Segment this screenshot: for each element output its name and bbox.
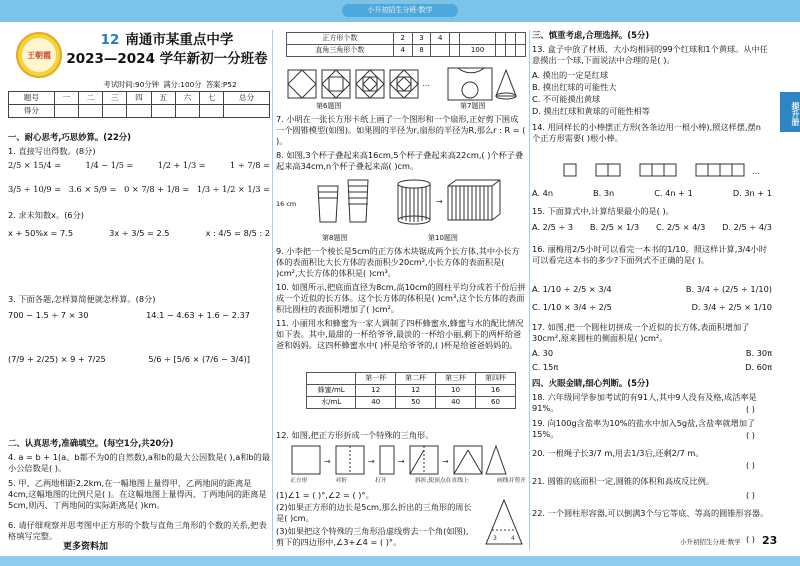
question-11: 11. 小丽用水和蜂蜜为一家人调制了四杯蜂蜜水,蜂蜜与水的配比情况如下表。其中,最甜的一杯给爷爷,最淡的一杯给小丽,剩下的两杯给爸爸和妈妈。这四杯蜂蜜水中( )杯是给爷爷的,( )杯是给爸爸妈妈的。 bbox=[276, 318, 524, 350]
page-number: 23 bbox=[762, 534, 778, 547]
pattern-table-cell: 3 bbox=[412, 33, 431, 45]
question-2: 2. 求未知数x。(6分) bbox=[8, 210, 84, 220]
calc-item: 3.6 × 5/9 = bbox=[68, 184, 117, 194]
q17-option-d[interactable]: D. 60π bbox=[745, 362, 772, 372]
fold-step-label: 斜折,使顶点在直线上 bbox=[414, 478, 469, 484]
honey-table-header-cell: 第一杯 bbox=[356, 373, 396, 385]
q14-option-c[interactable]: C. 4n + 1 bbox=[654, 188, 693, 198]
pattern-table-cell bbox=[459, 33, 495, 45]
question-21: 21. 圆锥的底面积一定,圆锥的体积和高成反比例。 bbox=[532, 476, 714, 486]
calc-item: 3/5 ÷ 10/9 = bbox=[8, 184, 62, 194]
question-3-row-1 bbox=[8, 310, 270, 321]
honey-table-cell: 12 bbox=[356, 385, 396, 397]
question-12-part-3: (3)如果把这个特殊的三角形沿虚线剪去一个角(如图),剪下的四边形中,∠3+∠4 = ( )°。 bbox=[276, 526, 469, 547]
score-header-cell: 二 bbox=[78, 92, 102, 105]
equation-item: 3x ÷ 3/5 = 2.5 bbox=[109, 228, 170, 238]
column-divider bbox=[529, 30, 530, 550]
q17-option-a[interactable]: A. 30 bbox=[532, 348, 554, 358]
q19-answer-paren[interactable]: ( ) bbox=[746, 430, 755, 440]
figure-6-squares bbox=[288, 66, 438, 102]
question-3: 3. 下面各题,怎样算简便就怎样算。(8分) bbox=[8, 294, 156, 304]
exam-title-block bbox=[64, 32, 270, 69]
pattern-table-cell bbox=[516, 33, 526, 45]
question-15: 15. 下面算式中,计算结果最小的是( )。 bbox=[532, 206, 674, 216]
side-tab[interactable]: 提升册 bbox=[780, 92, 800, 132]
section-3-heading: 三、慎重考虑,合理选择。(5分) bbox=[532, 30, 650, 40]
question-19: 19. 向100g含盐率为10%的盐水中加入5g盐,含盐率就增加了15%。 bbox=[532, 418, 756, 439]
score-cell bbox=[200, 105, 224, 118]
svg-text:→: → bbox=[368, 457, 375, 466]
score-cell bbox=[78, 105, 102, 118]
figure-6-caption: 第6题图 bbox=[316, 102, 342, 110]
score-header-cell: 七 bbox=[200, 92, 224, 105]
fold-step-label: 正方形 bbox=[290, 478, 308, 484]
column-divider bbox=[272, 30, 273, 550]
score-cell bbox=[54, 105, 78, 118]
svg-text:4: 4 bbox=[511, 535, 515, 542]
q14-option-d[interactable]: D. 3n + 1 bbox=[732, 188, 772, 198]
honey-table-water-row bbox=[307, 397, 516, 409]
question-10: 10. 如图所示,把底面直径为8cm,高10cm的圆柱平均分成若干份后拼成一个近似的长方体。这个长方体的体积是( )cm³,这个长方体的表面积比圆柱的表面积增加了( )cm²。 bbox=[276, 282, 526, 314]
pattern-table-cell: 直角三角形个数 bbox=[287, 45, 394, 57]
score-cell bbox=[224, 105, 270, 118]
question-16: 16. 丽梅用2/5小时可以看完一本书的1/10。照这样计算,3/4小时可以看完这本书的多少?下面列式不正确的是( )。 bbox=[532, 244, 767, 265]
figure-14-stick-squares bbox=[562, 148, 772, 184]
figure-7-caption: 第7题图 bbox=[460, 102, 486, 110]
question-1-row-2 bbox=[8, 184, 270, 195]
column-right bbox=[532, 28, 776, 554]
exam-title: 南通市某重点中学 bbox=[125, 32, 234, 48]
q16-option-c[interactable]: C. 1/10 × 3/4 ÷ 2/5 bbox=[532, 302, 612, 312]
q20-answer-paren[interactable]: ( ) bbox=[746, 460, 755, 470]
q17-option-c[interactable]: C. 15π bbox=[532, 362, 559, 372]
fold-step-label: 对折 bbox=[335, 478, 348, 484]
q16-option-a[interactable]: A. 1/10 ÷ 2/5 × 3/4 bbox=[532, 284, 612, 294]
pattern-table-cell bbox=[431, 45, 450, 57]
score-cell bbox=[151, 105, 175, 118]
bottom-banner bbox=[0, 556, 800, 566]
more-resources-label: 更多资料加 bbox=[63, 542, 109, 552]
score-cell bbox=[103, 105, 127, 118]
honey-table-header bbox=[307, 373, 516, 385]
svg-text:→: → bbox=[324, 457, 331, 466]
pattern-table-cell bbox=[496, 33, 506, 45]
simplify-item: (7/9 + 2/25) × 9 + 7/25 bbox=[8, 354, 106, 364]
honey-table-header-cell bbox=[307, 373, 356, 385]
calc-item: 2/5 × 15/4 = bbox=[8, 160, 62, 170]
q16-options-row-1 bbox=[532, 284, 772, 295]
q15-option-c[interactable]: C. 2/5 × 4/3 bbox=[655, 222, 706, 232]
score-header-cell: 四 bbox=[127, 92, 151, 105]
q16-option-b[interactable]: B. 3/4 ÷ (2/5 ÷ 1/10) bbox=[685, 284, 772, 294]
question-12-part-1: (1)∠1 = ( )°,∠2 = ( )°。 bbox=[276, 490, 374, 500]
q21-answer-paren[interactable]: ( ) bbox=[746, 490, 755, 500]
logo-text: 王朝霞 bbox=[22, 38, 56, 72]
question-18: 18. 六年级同学参加考试的有91人,其中9人没有及格,成活率是91%。 bbox=[532, 392, 757, 413]
svg-text:→: → bbox=[398, 457, 405, 466]
honey-table-honey-row bbox=[307, 385, 516, 397]
question-6: 6. 请仔细观察并思考图中正方形的个数与直角三角形的个数的关系,把表格填写完整。 bbox=[8, 520, 267, 541]
svg-text:3: 3 bbox=[493, 535, 497, 542]
question-9: 9. 小李把一个棱长是5cm的正方体木块锯成两个长方体,其中小长方体的表面积比大长方体的表面积少20cm²,小长方体的表面积是( )cm²,大长方体的体积是( )cm³。 bbox=[276, 246, 520, 278]
exam-meta: 考试时间:90分钟 满分:100分 答案:P52 bbox=[103, 80, 237, 89]
series-title: 小升初招生分班·数学 bbox=[342, 4, 458, 17]
figure-8-cups-and-figure-10-cylinder bbox=[296, 176, 506, 232]
q17-options-row-2 bbox=[532, 362, 772, 373]
q13-option-a[interactable]: A. 摸出的一定是红球 bbox=[532, 70, 609, 80]
pattern-table-cell bbox=[450, 45, 460, 57]
q17-options-row-1 bbox=[532, 348, 772, 359]
score-cell bbox=[127, 105, 151, 118]
q13-option-c[interactable]: C. 不可能摸出黄球 bbox=[532, 94, 601, 104]
honey-table-cell: 40 bbox=[436, 397, 476, 409]
section-1-heading: 一、耐心思考,巧思妙算。(22分) bbox=[8, 132, 131, 142]
q13-option-b[interactable]: B. 摸出红球的可能性大 bbox=[532, 82, 617, 92]
cup-height-label-3: 16 cm bbox=[276, 200, 297, 208]
score-header-cell: 题号 bbox=[9, 92, 55, 105]
honey-table-cell: 16 bbox=[476, 385, 516, 397]
pattern-table-cell bbox=[496, 45, 506, 57]
question-14: 14. 用同样长的小棒摆正方形(各条边用一根小棒),照这样摆,摆n个正方形需要( )根小棒。 bbox=[532, 122, 761, 143]
honey-water-table bbox=[306, 372, 516, 409]
question-8: 8. 如图,3个杯子叠起来高16cm,5个杯子叠起来高22cm,( )个杯子叠起来高34cm,n个杯子叠起来高( )cm。 bbox=[276, 150, 524, 171]
question-17: 17. 如图,把一个圆柱切拼成一个近似的长方体,表面积增加了30cm²,原来圆柱的侧面积是( )cm²。 bbox=[532, 322, 750, 343]
honey-table-header-cell: 第二杯 bbox=[396, 373, 436, 385]
score-header-cell: 三 bbox=[103, 92, 127, 105]
simplify-item: 700 − 1.5 ÷ 7 × 30 bbox=[8, 310, 89, 320]
exam-subtitle: 2023—2024 学年新初一分班卷 bbox=[66, 50, 268, 67]
pattern-table-cell bbox=[450, 33, 460, 45]
question-13: 13. 盒子中放了材质、大小均相同的99个红球和1个黄球。从中任意摸出一个球,下面说法中合理的是( )。 bbox=[532, 44, 768, 65]
honey-table-cell: 蜂蜜/mL bbox=[307, 385, 356, 397]
q22-answer-paren[interactable]: ( ) bbox=[746, 534, 755, 544]
honey-table-cell: 50 bbox=[396, 397, 436, 409]
simplify-item: 5/6 ÷ [5/6 × (7/6 − 3/4)] bbox=[148, 354, 250, 364]
question-22: 22. 一个圆柱形容器,可以倒满3个与它等底、等高的圆锥形容器。 bbox=[532, 508, 769, 518]
question-12: 12. 如图,把正方形折成一个特殊的三角形。 bbox=[276, 430, 434, 440]
equation-item: x + 50%x = 7.5 bbox=[8, 228, 74, 238]
honey-table-cell: 10 bbox=[436, 385, 476, 397]
q18-answer-paren[interactable]: ( ) bbox=[746, 404, 755, 414]
pattern-table-cell: 4 bbox=[393, 45, 412, 57]
figure-12-cut-triangle bbox=[484, 498, 524, 548]
svg-text:→: → bbox=[436, 197, 443, 206]
score-header-cell: 一 bbox=[54, 92, 78, 105]
footer-label: 小升初招生分班·数学 bbox=[680, 538, 741, 546]
q17-option-b[interactable]: B. 30π bbox=[745, 348, 772, 358]
calc-item: 0 × 7/8 + 1/8 = bbox=[124, 184, 190, 194]
question-20: 20. 一根绳子长3/7 m,用去1/3后,还剩2/7 m。 bbox=[532, 448, 704, 458]
pattern-table-cell: 正方形个数 bbox=[287, 33, 394, 45]
equation-item: x : 4/5 = 8/5 : 2 bbox=[205, 228, 270, 238]
honey-table-cell: 40 bbox=[356, 397, 396, 409]
question-7: 7. 小明在一张长方形卡纸上画了一个图形和一个扇形,正好剪下围成一个圆锥模型(如图)。如果圆的半径为r,扇形的半径为R,那么r : R = ( )。 bbox=[276, 114, 526, 146]
triangle-count-row bbox=[287, 45, 526, 57]
figure-7-cone bbox=[446, 66, 522, 102]
q16-option-d[interactable]: D. 3/4 ÷ 2/5 × 1/10 bbox=[691, 302, 772, 312]
svg-text:→: → bbox=[442, 457, 449, 466]
question-12-part-2: (2)如果正方形的边长是5cm,那么折出的三角形的周长是( )cm。 bbox=[276, 502, 472, 523]
column-left bbox=[8, 28, 270, 554]
score-header-cell: 总分 bbox=[224, 92, 270, 105]
q15-options bbox=[532, 222, 772, 233]
calc-item: 1/3 ÷ 1/2 × 1/3 = bbox=[196, 184, 270, 194]
q16-options-row-2 bbox=[532, 302, 772, 313]
score-table bbox=[8, 91, 270, 118]
pattern-table-cell: 100 bbox=[459, 45, 495, 57]
question-2-items bbox=[8, 228, 270, 239]
honey-table-cell: 12 bbox=[396, 385, 436, 397]
column-middle bbox=[276, 28, 526, 554]
score-header-cell: 五 bbox=[151, 92, 175, 105]
calc-item: 1/4 − 1/5 = bbox=[85, 160, 134, 170]
figure-8-caption: 第8题图 bbox=[322, 234, 348, 242]
score-cell: 得分 bbox=[9, 105, 55, 118]
square-count-row bbox=[287, 33, 526, 45]
question-4: 4. a = b + 1(a、b都不为0的自然数),a和b的最大公因数是( ),a和b的最小公倍数是( )。 bbox=[8, 452, 270, 473]
score-header-row bbox=[9, 92, 270, 105]
honey-table-cell: 60 bbox=[476, 397, 516, 409]
exam-number: 12 bbox=[100, 32, 120, 48]
publisher-logo bbox=[16, 32, 62, 78]
q15-option-d[interactable]: D. 2/5 ÷ 4/3 bbox=[722, 222, 772, 232]
calc-item: 1/2 + 1/3 = bbox=[157, 160, 206, 170]
pattern-table-cell: 4 bbox=[431, 33, 450, 45]
svg-text:…: … bbox=[422, 79, 430, 88]
simplify-item: 14.1 − 4.63 + 1.6 − 2.37 bbox=[146, 310, 250, 320]
score-cell bbox=[175, 105, 199, 118]
figure-10-caption: 第10题图 bbox=[428, 234, 458, 242]
fold-step-label: 打开 bbox=[375, 478, 387, 484]
section-4-heading: 四、火眼金睛,细心判断。(5分) bbox=[532, 378, 650, 388]
pattern-table-cell bbox=[506, 33, 516, 45]
honey-table-header-cell: 第三杯 bbox=[436, 373, 476, 385]
question-1: 1. 直接写出得数。(8分) bbox=[8, 146, 96, 156]
calc-item: 1 ÷ 7/8 = bbox=[230, 160, 270, 170]
q14-option-b[interactable]: B. 3n bbox=[593, 188, 615, 198]
q13-option-d[interactable]: D. 摸出红球和黄球的可能性相等 bbox=[532, 106, 650, 116]
pattern-table-cell bbox=[516, 45, 526, 57]
section-2-heading: 二、认真思考,准确填空。(每空1分,共20分) bbox=[8, 438, 174, 448]
pattern-table-cell: 2 bbox=[393, 33, 412, 45]
figure-12-folding-steps bbox=[290, 442, 520, 482]
q15-option-b[interactable]: B. 2/5 × 1/3 bbox=[589, 222, 640, 232]
honey-table-header-cell: 第四杯 bbox=[476, 373, 516, 385]
folding-step-labels bbox=[290, 478, 526, 486]
q14-option-a[interactable]: A. 4n bbox=[532, 188, 554, 198]
question-3-row-2 bbox=[8, 354, 270, 365]
svg-text:…: … bbox=[752, 167, 760, 176]
honey-table-cell: 水/mL bbox=[307, 397, 356, 409]
pattern-table-cell: 8 bbox=[412, 45, 431, 57]
q15-option-a[interactable]: A. 2/5 ÷ 3 bbox=[532, 222, 574, 232]
score-header-cell: 六 bbox=[175, 92, 199, 105]
pattern-table-cell bbox=[506, 45, 516, 57]
fold-step-label: 画线并剪开 bbox=[496, 478, 526, 484]
score-value-row bbox=[9, 105, 270, 118]
pattern-table bbox=[286, 32, 526, 57]
q14-options bbox=[532, 188, 772, 199]
question-5: 5. 甲、乙两地相距2.2km,在一幅地图上量得甲、乙两地间的距离是4cm,这幅地图的比例尺是( )。在这幅地图上量得丙、丁两地间的距离是5cm,则丙、丁两地间的实际距离是( )km。 bbox=[8, 478, 267, 510]
question-1-row-1 bbox=[8, 160, 270, 171]
